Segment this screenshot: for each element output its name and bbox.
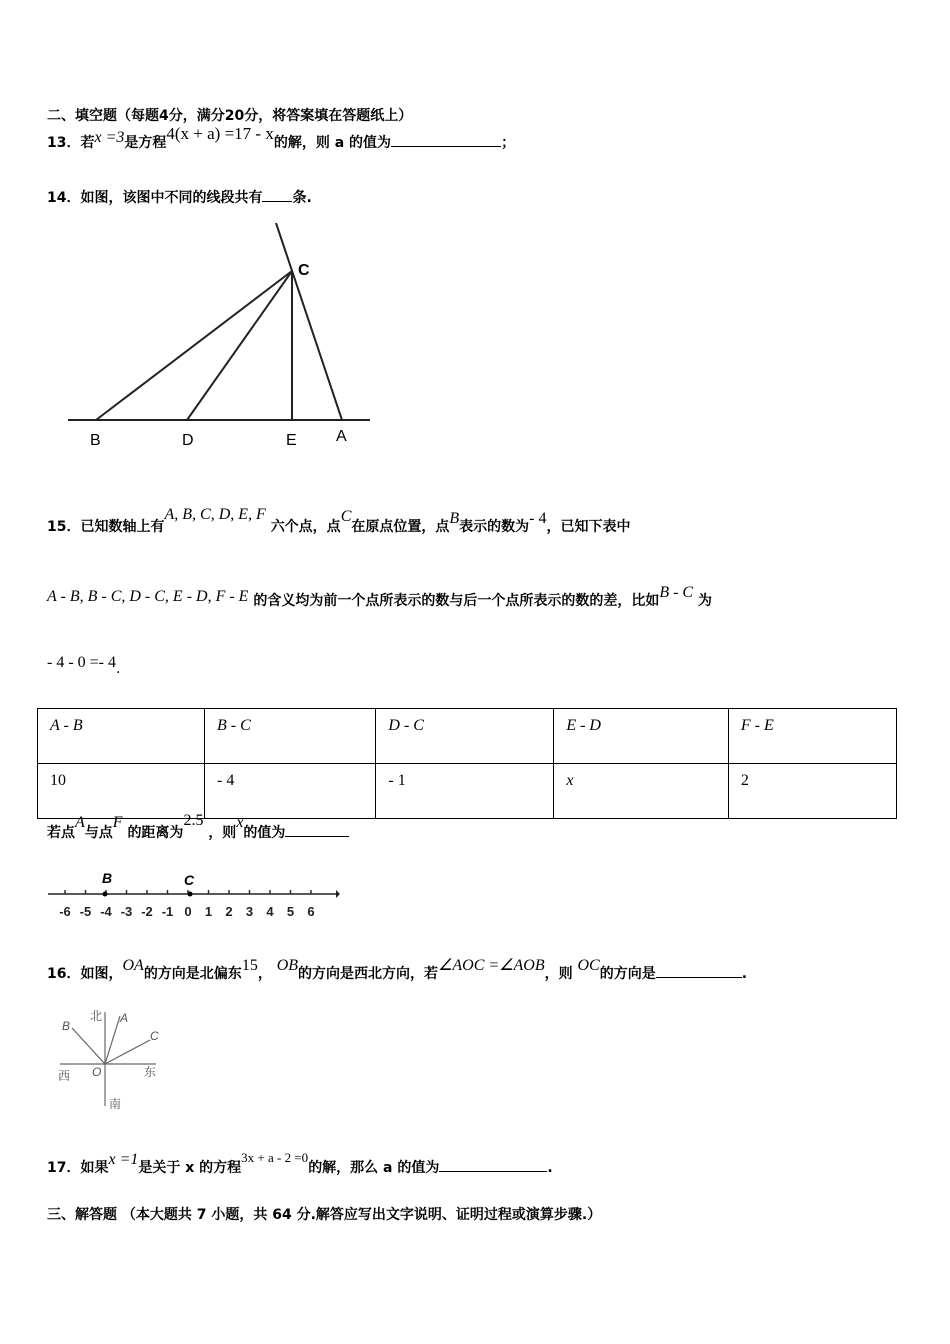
q15-answer-blank[interactable] — [285, 822, 349, 837]
q15-q-c: 的距离为 — [127, 825, 184, 841]
q16-label-a: A — [120, 1011, 129, 1025]
q16-text-5: 的方向是 — [599, 966, 656, 982]
q16-ob: OB — [276, 957, 299, 974]
table-header-cell: F - E — [728, 709, 896, 764]
q13-condition: x =3 — [94, 129, 125, 146]
q15-q-e: 的值为 — [243, 825, 286, 841]
q17-text-1: 是关于 x 的方程 — [138, 1160, 242, 1176]
q16-number: 16．如图， — [47, 966, 123, 982]
table-cell: 10 — [38, 764, 205, 819]
table-cell: - 4 — [205, 764, 376, 819]
q16-oa: OA — [122, 957, 144, 974]
q15-q-b: 与点 — [84, 825, 113, 841]
table-row — [38, 764, 897, 819]
q16-ray-ob — [72, 1028, 105, 1064]
question-13 — [47, 124, 516, 152]
question-15-line-4 — [47, 812, 349, 842]
q15-text-5: 的含义均为前一个点所表示的数与后一个点所表示的数的差，比如 — [253, 593, 660, 609]
section-3-heading: 三、解答题 （本大题共 7 小题，共 64 分.解答应写出文字说明、证明过程或演算步骤.） — [47, 1207, 602, 1223]
q14-label-d: D — [182, 432, 194, 449]
q17-condition: x =1 — [108, 1151, 139, 1168]
number-line-label-b: B — [102, 870, 113, 886]
q15-text-2: 在原点位置，点 — [351, 519, 450, 535]
q14-text: 14．如图，该图中不同的线段共有 — [47, 190, 263, 206]
q14-label-b: B — [90, 432, 101, 449]
q15-points: A, B, C, D, E, F — [164, 506, 266, 523]
q17-answer-blank[interactable] — [439, 1157, 547, 1172]
question-14 — [47, 187, 312, 207]
q14-line-segment-figure — [40, 215, 380, 455]
table-cell: 2 — [728, 764, 896, 819]
question-15-line-3 — [47, 652, 121, 677]
q16-text-2: ， — [257, 966, 272, 982]
q15-text-3: 表示的数为 — [459, 519, 530, 535]
table-header-cell: A - B — [38, 709, 205, 764]
table-cell: x — [554, 764, 729, 819]
q13-end: ； — [501, 135, 516, 151]
q16-condition: ∠AOC =∠AOB — [438, 957, 545, 974]
q13-text-tail: 的解，则 a 的值为 — [273, 135, 392, 151]
q16-label-b: B — [62, 1019, 71, 1033]
q16-end: . — [741, 966, 748, 982]
table-header-row — [38, 709, 897, 764]
number-line-tick-label: 5 — [286, 904, 295, 919]
number-line-tick-label: 4 — [266, 904, 274, 919]
number-line-tick-label: -6 — [59, 904, 71, 919]
q15-point-a: A — [75, 814, 85, 831]
number-line-point-b — [103, 892, 108, 897]
question-15-line-2 — [47, 584, 712, 610]
q15-difference-table — [37, 708, 897, 819]
q16-label-west: 西 — [58, 1069, 71, 1083]
q15-point-b: B — [449, 510, 460, 527]
q14-segment-dc — [187, 271, 292, 420]
number-line-tick-label: 3 — [245, 904, 254, 919]
q16-text-4: ，则 — [544, 966, 573, 982]
q14-segment-bc — [96, 271, 292, 420]
number-line-tick-label: -5 — [79, 904, 92, 919]
q15-text-4: ，已知下表中 — [546, 519, 631, 535]
q15-x: x — [236, 814, 244, 831]
q15-distance: 2.5 — [183, 812, 204, 829]
q14-label-c: C — [298, 262, 310, 279]
q15-number-line — [44, 866, 344, 922]
q15-period: . — [116, 661, 121, 677]
q15-b-value: - 4 — [529, 510, 547, 527]
question-17 — [47, 1150, 553, 1177]
q13-answer-blank[interactable] — [391, 132, 501, 147]
q15-point-f: F — [112, 814, 123, 831]
q16-oc: OC — [577, 957, 600, 974]
q16-label-south: 南 — [109, 1097, 122, 1111]
q15-q-a: 若点 — [47, 825, 75, 841]
q13-equation: 4(x + a) =17 - x — [166, 124, 274, 143]
q17-number: 17．如果 — [47, 1160, 109, 1176]
q16-answer-blank[interactable] — [656, 963, 742, 978]
q14-label-a: A — [336, 428, 347, 445]
q14-segment-ca — [276, 223, 342, 420]
q16-direction-figure — [52, 1006, 172, 1116]
q16-label-north: 北 — [90, 1009, 103, 1023]
table-header-cell: E - D — [554, 709, 729, 764]
section-2-heading: 二、填空题（每题4分，满分20分，将答案填在答题纸上） — [47, 108, 413, 124]
q16-label-east: 东 — [144, 1065, 157, 1079]
q16-text-3: 的方向是西北方向，若 — [298, 966, 439, 982]
q14-answer-blank[interactable] — [262, 187, 292, 202]
table-header-cell: B - C — [205, 709, 376, 764]
question-16 — [47, 957, 748, 983]
number-line-tick-label: -2 — [141, 904, 153, 919]
q15-example: - 4 - 0 =- 4 — [47, 654, 117, 671]
q16-label-c: C — [150, 1029, 159, 1043]
table-cell: - 1 — [376, 764, 554, 819]
number-line-tick-label: 0 — [184, 904, 192, 919]
q14-label-e: E — [286, 432, 297, 449]
number-line-tick-label: 1 — [204, 904, 213, 919]
number-line-tick-label: 6 — [307, 904, 315, 919]
q17-text-2: 的解，那么 a 的值为 — [308, 1160, 440, 1176]
q16-text-1: 的方向是北偏东 — [143, 966, 242, 982]
number-line-tick-label: 2 — [225, 904, 233, 919]
number-line-tick-label: -3 — [120, 904, 133, 919]
number-line-tick-label: -1 — [161, 904, 174, 919]
q14-text-after: 条. — [292, 190, 312, 206]
q16-label-o: O — [92, 1065, 102, 1079]
q15-text-1: 六个点，点 — [270, 519, 341, 535]
q15-number: 15．已知数轴上有 — [47, 519, 165, 535]
q15-differences: A - B, B - C, D - C, E - D, F - E — [47, 588, 249, 605]
q15-q-d: ，则 — [208, 825, 237, 841]
q16-degree: 15 — [241, 957, 258, 974]
q13-text-mid: 是方程 — [124, 135, 167, 151]
q13-number: 13．若 — [47, 135, 95, 151]
q15-point-c: C — [340, 508, 352, 525]
number-line-arrow-icon — [336, 890, 340, 898]
q17-end: . — [547, 1160, 553, 1176]
number-line-point-c — [188, 892, 193, 897]
number-line-tick-label: -4 — [100, 904, 112, 919]
q15-example-bc: B - C — [659, 584, 694, 601]
question-15-line-1 — [47, 506, 631, 536]
q15-text-6: 为 — [697, 593, 712, 609]
q17-equation: 3x + a - 2 =0 — [241, 1150, 309, 1165]
number-line-label-c: C — [184, 872, 195, 888]
table-header-cell: D - C — [376, 709, 554, 764]
